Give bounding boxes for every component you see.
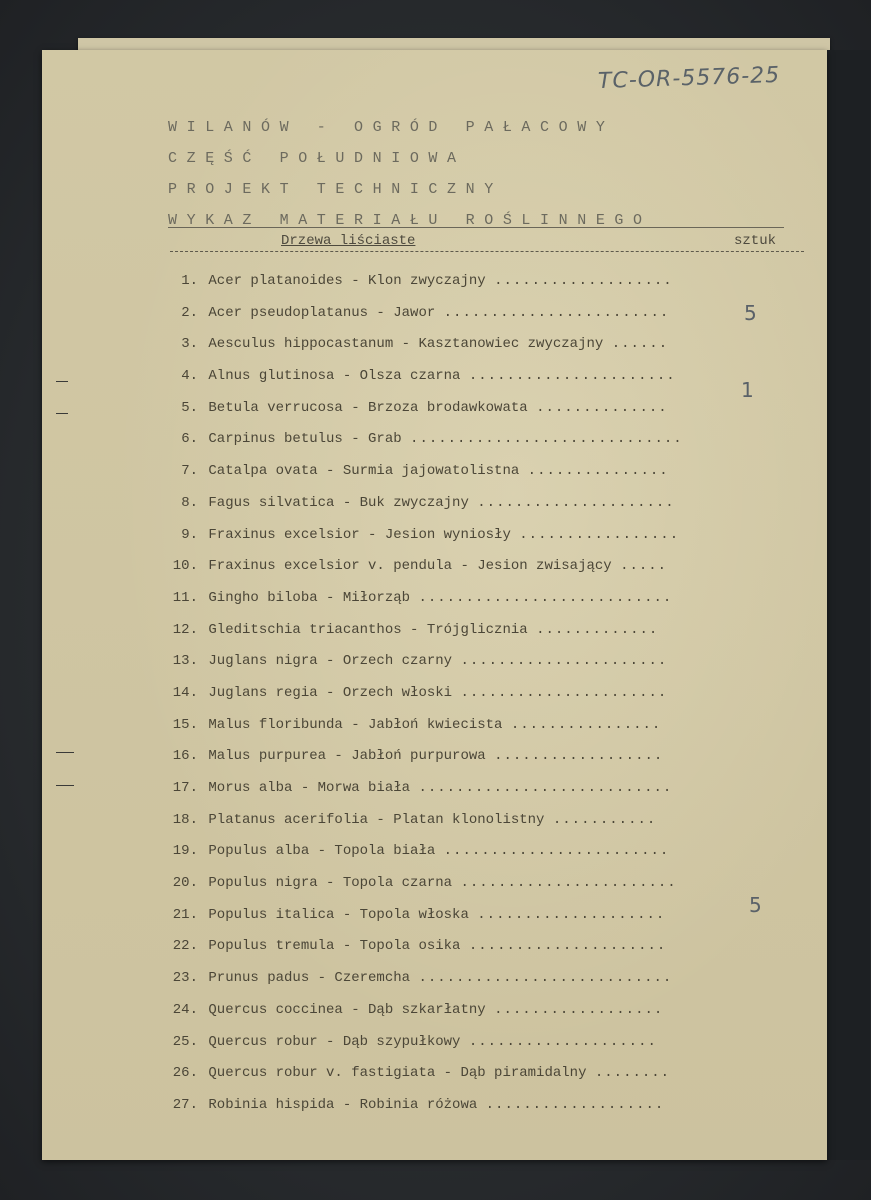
item-text: Carpinus betulus - Grab xyxy=(208,431,402,448)
leader-dots: ....................... xyxy=(460,875,677,892)
item-number: 21. xyxy=(172,906,198,923)
leader-dots: ...................... xyxy=(460,684,668,701)
leader-dots: ........................... xyxy=(418,589,673,606)
item-text: Robinia hispida - Robinia różowa xyxy=(208,1096,478,1113)
list-item xyxy=(160,907,730,939)
list-item xyxy=(160,717,730,749)
item-number: 18. xyxy=(172,811,198,828)
item-text: Catalpa ovata - Surmia jajowatolistna xyxy=(208,463,520,480)
list-item xyxy=(160,590,730,622)
list-item xyxy=(160,305,730,337)
item-text: Betula verrucosa - Brzoza brodawkowata xyxy=(208,399,528,416)
item-text: Gleditschia triacanthos - Trójglicznia xyxy=(208,621,528,638)
leader-dots: ........ xyxy=(594,1065,671,1082)
list-item xyxy=(160,495,730,527)
list-item xyxy=(160,622,730,654)
margin-mark xyxy=(56,785,74,786)
item-text: Platanus acerifolia - Platan klonolistny xyxy=(208,811,545,828)
header-line-4: WYKAZ MATERIAŁU ROŚLINNEGO xyxy=(168,212,652,229)
shelfmark-handwritten: TC-OR-5576-25 xyxy=(597,62,781,95)
item-text: Acer platanoides - Klon zwyczajny xyxy=(208,273,486,289)
list-item xyxy=(160,653,730,685)
item-number: 14. xyxy=(172,684,198,701)
list-item xyxy=(160,336,730,368)
header-underline xyxy=(168,227,784,228)
leader-dots: ................. xyxy=(519,526,680,543)
leader-dots: ............... xyxy=(527,463,669,480)
leader-dots: ........................ xyxy=(443,843,670,860)
leader-dots: ..................... xyxy=(468,938,667,955)
list-item xyxy=(160,463,730,495)
item-text: Prunus padus - Czeremcha xyxy=(208,970,411,987)
document-header xyxy=(168,114,652,238)
list-item xyxy=(160,1065,730,1097)
item-text: Aesculus hippocastanum - Kasztanowiec zwyczajny xyxy=(208,336,604,353)
list-item xyxy=(160,812,730,844)
quantity-handwritten: 5 xyxy=(744,300,757,325)
item-number: 19. xyxy=(172,843,198,860)
quantity-handwritten: 1 xyxy=(741,377,754,402)
header-line-3: PROJEKT TECHNICZNY xyxy=(168,181,503,198)
plant-list xyxy=(160,273,730,1129)
item-text: Quercus robur - Dąb szypułkowy xyxy=(208,1033,461,1050)
item-number: 13. xyxy=(172,653,198,670)
item-number: 4. xyxy=(181,368,198,385)
leader-dots: ........... xyxy=(552,811,657,828)
list-item xyxy=(160,273,730,305)
item-number: 5. xyxy=(181,399,198,416)
margin-mark xyxy=(56,413,68,414)
item-number: 27. xyxy=(172,1096,198,1113)
item-number: 1. xyxy=(181,273,198,289)
item-number: 8. xyxy=(181,494,198,511)
item-text: Malus purpurea - Jabłoń purpurowa xyxy=(208,748,486,765)
item-text: Alnus glutinosa - Olsza czarna xyxy=(208,368,461,385)
item-text: Populus tremula - Topola osika xyxy=(208,938,461,955)
margin-mark xyxy=(56,752,74,753)
list-item xyxy=(160,1034,730,1066)
leader-dots: ................ xyxy=(510,716,662,733)
leader-dots: ...... xyxy=(611,336,669,353)
item-text: Quercus coccinea - Dąb szkarłatny xyxy=(208,1001,486,1018)
list-item xyxy=(160,558,730,590)
item-number: 26. xyxy=(172,1065,198,1082)
section-heading-row xyxy=(168,233,804,253)
unit-column-header: sztuk xyxy=(733,233,776,249)
item-text: Populus alba - Topola biała xyxy=(208,843,436,860)
leader-dots: ...................... xyxy=(468,368,676,385)
leader-dots: ........................... xyxy=(418,780,673,796)
item-text: Quercus robur v. fastigiata - Dąb piramidalny xyxy=(208,1065,587,1082)
item-number: 25. xyxy=(172,1033,198,1050)
list-item xyxy=(160,685,730,717)
item-number: 17. xyxy=(172,780,198,796)
item-number: 16. xyxy=(172,748,198,765)
item-text: Acer pseudoplatanus - Jawor xyxy=(208,304,436,321)
item-number: 7. xyxy=(181,463,198,480)
list-item xyxy=(160,875,730,907)
item-number: 11. xyxy=(172,589,198,606)
item-number: 23. xyxy=(172,970,198,987)
list-item xyxy=(160,780,730,812)
list-item xyxy=(160,843,730,875)
item-number: 2. xyxy=(181,304,198,321)
item-text: Morus alba - Morwa biała xyxy=(208,780,411,796)
item-number: 20. xyxy=(172,875,198,892)
list-item xyxy=(160,1097,730,1129)
list-item xyxy=(160,938,730,970)
margin-mark xyxy=(56,381,68,382)
leader-dots: ............. xyxy=(536,621,659,638)
item-text: Gingho biloba - Miłorząb xyxy=(208,589,411,606)
leader-dots: ..... xyxy=(620,558,668,575)
item-number: 15. xyxy=(172,716,198,733)
list-item xyxy=(160,400,730,432)
folder-edge xyxy=(826,50,870,1160)
item-text: Populus nigra - Topola czarna xyxy=(208,875,453,892)
item-text: Juglans regia - Orzech włoski xyxy=(208,684,453,701)
item-number: 12. xyxy=(172,621,198,638)
section-title: Drzewa liściaste xyxy=(281,233,416,249)
leader-dots: ........................ xyxy=(443,304,670,321)
leader-dots: ........................... xyxy=(418,970,673,987)
list-item xyxy=(160,748,730,780)
leader-dots: .................. xyxy=(494,748,664,765)
item-text: Juglans nigra - Orzech czarny xyxy=(208,653,453,670)
leader-dots: .................... xyxy=(477,906,666,923)
leader-dots: .................. xyxy=(494,1001,664,1018)
list-item xyxy=(160,1002,730,1034)
list-item xyxy=(160,970,730,1002)
item-number: 10. xyxy=(172,558,198,575)
item-number: 22. xyxy=(172,938,198,955)
quantity-handwritten: 5 xyxy=(749,893,762,917)
leader-dots: ................... xyxy=(494,273,673,289)
list-item xyxy=(160,527,730,559)
section-dashed-rule xyxy=(170,251,804,252)
item-text: Fagus silvatica - Buk zwyczajny xyxy=(208,494,469,511)
leader-dots: ...................... xyxy=(460,653,668,670)
item-text: Fraxinus excelsior - Jesion wyniosły xyxy=(208,526,511,543)
list-item xyxy=(160,431,730,463)
item-number: 6. xyxy=(181,431,198,448)
item-number: 3. xyxy=(181,336,198,353)
header-line-2: CZĘŚĆ POŁUDNIOWA xyxy=(168,150,466,167)
leader-dots: .................... xyxy=(468,1033,657,1050)
leader-dots: .............. xyxy=(536,399,668,416)
item-text: Populus italica - Topola włoska xyxy=(208,906,469,923)
leader-dots: ............................. xyxy=(410,431,683,448)
item-number: 9. xyxy=(181,526,198,543)
item-number: 24. xyxy=(172,1001,198,1018)
leader-dots: ..................... xyxy=(477,494,675,511)
item-text: Fraxinus excelsior v. pendula - Jesion zwisający xyxy=(208,558,612,575)
header-line-1: WILANÓW - OGRÓD PAŁACOWY xyxy=(168,119,615,136)
item-text: Malus floribunda - Jabłoń kwiecista xyxy=(208,716,503,733)
leader-dots: ................... xyxy=(485,1096,665,1113)
list-item xyxy=(160,368,730,400)
